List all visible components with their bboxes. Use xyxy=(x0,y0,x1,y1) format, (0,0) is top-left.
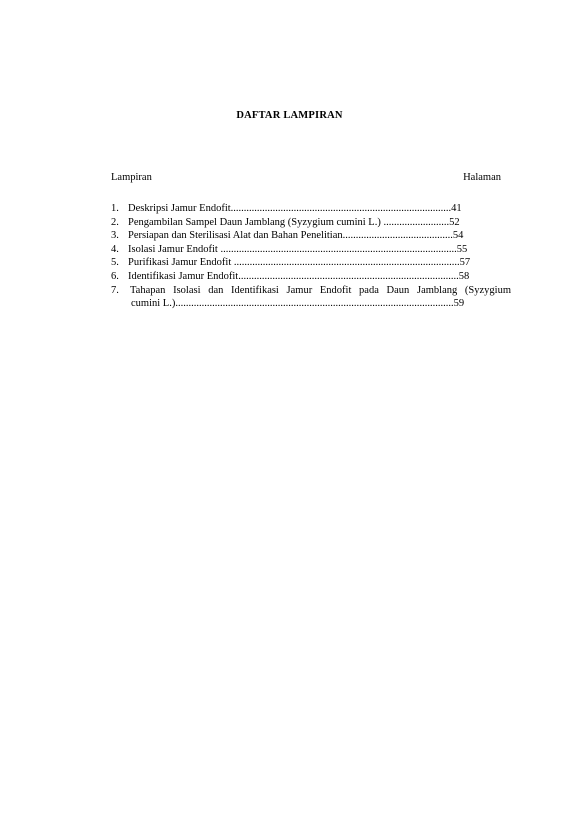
header-lampiran: Lampiran xyxy=(111,172,152,183)
list-item xyxy=(111,256,511,270)
item-title: Purifikasi Jamur Endofit ...................................................................................... xyxy=(128,257,460,269)
item-number: 7. xyxy=(111,284,119,296)
item-title: Isolasi Jamur Endofit .......................................................................................... xyxy=(128,243,457,255)
item-title-line-2: cumini L.).......................................................................................................... xyxy=(131,298,454,310)
item-number: 1. xyxy=(111,203,119,214)
item-page: 57 xyxy=(459,257,471,269)
item-title-line-2-row xyxy=(128,297,511,311)
item-page: 52 xyxy=(449,216,460,228)
appendix-list xyxy=(111,202,511,311)
item-page: 54 xyxy=(452,230,464,242)
item-number: 6. xyxy=(111,270,119,282)
item-number: 3. xyxy=(111,230,119,242)
item-body xyxy=(128,284,511,311)
item-page: 58 xyxy=(458,270,470,282)
list-item xyxy=(111,270,511,284)
item-title: Pengambilan Sampel Daun Jamblang (Syzygium cumini L.) ......................... xyxy=(128,216,450,228)
item-number: 2. xyxy=(111,216,119,228)
header-halaman: Halaman xyxy=(463,172,501,183)
list-item xyxy=(111,216,511,230)
item-title: Identifikasi Jamur Endofit.................................................................................... xyxy=(128,270,459,282)
item-page: 55 xyxy=(456,243,468,255)
item-page: 59 xyxy=(453,298,465,310)
list-item xyxy=(111,243,511,257)
list-item xyxy=(111,229,511,243)
item-number: 4. xyxy=(111,243,119,255)
item-page: 41 xyxy=(451,203,462,214)
page-title: DAFTAR LAMPIRAN xyxy=(236,110,343,121)
item-number: 5. xyxy=(111,257,119,269)
item-title-line-1: Tahapan Isolasi dan Identifikasi Jamur Endofit pada Daun Jamblang (Syzygium xyxy=(130,284,511,296)
list-item xyxy=(111,284,511,311)
list-item xyxy=(111,202,511,216)
item-title: Persiapan dan Sterilisasi Alat dan Bahan Penelitian.......................................... xyxy=(128,230,453,242)
item-title: Deskripsi Jamur Endofit.................................................................................... xyxy=(128,203,452,214)
